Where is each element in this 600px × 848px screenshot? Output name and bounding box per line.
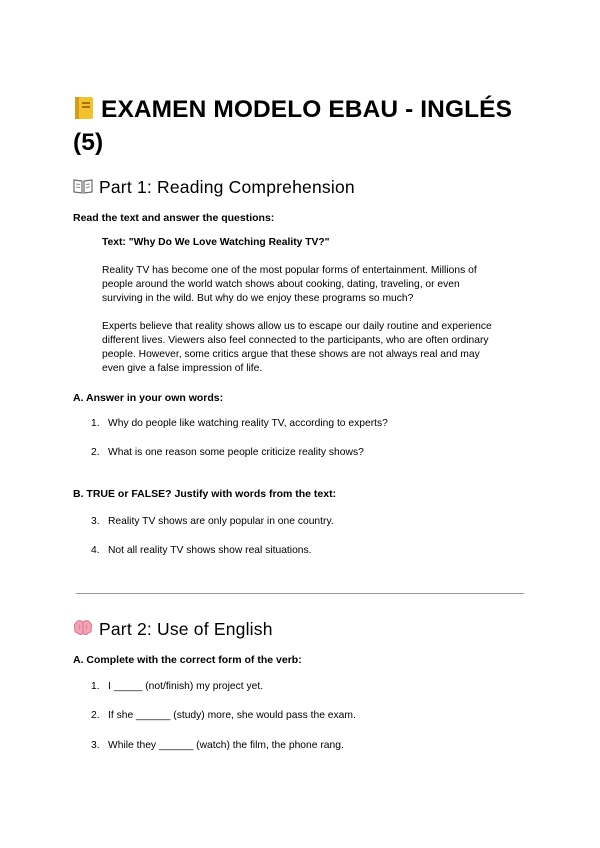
document-page: EXAMEN MODELO EBAU - INGLÉS (5) Part 1: Reading Comprehension Read the text and answer the questions: Text: "Why Do We Love Watching Reality TV?" Reality TV has become one of the most popular forms of entertainment. Millions of people around the world watch shows about cooking, dating, traveling, or even surviving in the wild. But why do we enjoy these programs so much? Experts believe that reality shows allow us to escape our daily routine and experience different lives. Viewers also feel connected to the participants, who are often ordinary people. However, some critics argue that these shows are not always real and may even give a false impression of life. A. Answer in your own words: 1. Why do people like watching reality TV, according to experts? 2. What is one reason some people criticize reality shows? B. TRUE or FALSE? Justify with words from the text: 3. Reality TV shows are only popular in one country. 4. Not all reality TV shows show real situations. Part 2: Use of English A. Complete with the correct form of the verb: 1. I _____ (not/finish) my project yet. 2. If she ______ (study) more, she would pass the exam. 3. While they ______ (watch) the film, the phone rang. — [0, 0, 600, 848]
part1-instruction: Read the text and answer the questions: — [73, 212, 275, 224]
paragraph-1: Reality TV has become one of the most popular forms of entertainment. Millions of people around the world watch shows about cooking, dating, traveling, or even surviving in the wild. But why do we enjoy these programs so much? — [102, 265, 477, 304]
section-divider — [76, 593, 524, 594]
text-title: Text: "Why Do We Love Watching Reality TV?" — [102, 237, 330, 248]
part1-heading — [73, 176, 355, 198]
part1-heading-text: Part 1: Reading Comprehension — [99, 177, 355, 197]
page-title — [73, 93, 513, 159]
open-book-icon — [73, 177, 93, 195]
part2-heading — [73, 618, 273, 640]
part2-section-a-heading: A. Complete with the correct form of the verb: — [73, 654, 302, 666]
page-title-text: EXAMEN MODELO EBAU - INGLÉS (5) — [73, 96, 513, 156]
part2-heading-text: Part 2: Use of English — [99, 619, 273, 639]
part1-section-b-heading: B. TRUE or FALSE? Justify with words from the text: — [73, 488, 337, 500]
notebook-icon — [73, 96, 95, 120]
part1-section-a-heading: A. Answer in your own words: — [73, 392, 224, 404]
brain-icon — [73, 619, 93, 637]
paragraph-2: Experts believe that reality shows allow us to escape our daily routine and experience different lives. Viewers also feel connected to the participants, who are often ordinary people. However, some critics argue that these shows are not always real and may even give a false impression of life. — [102, 321, 492, 374]
